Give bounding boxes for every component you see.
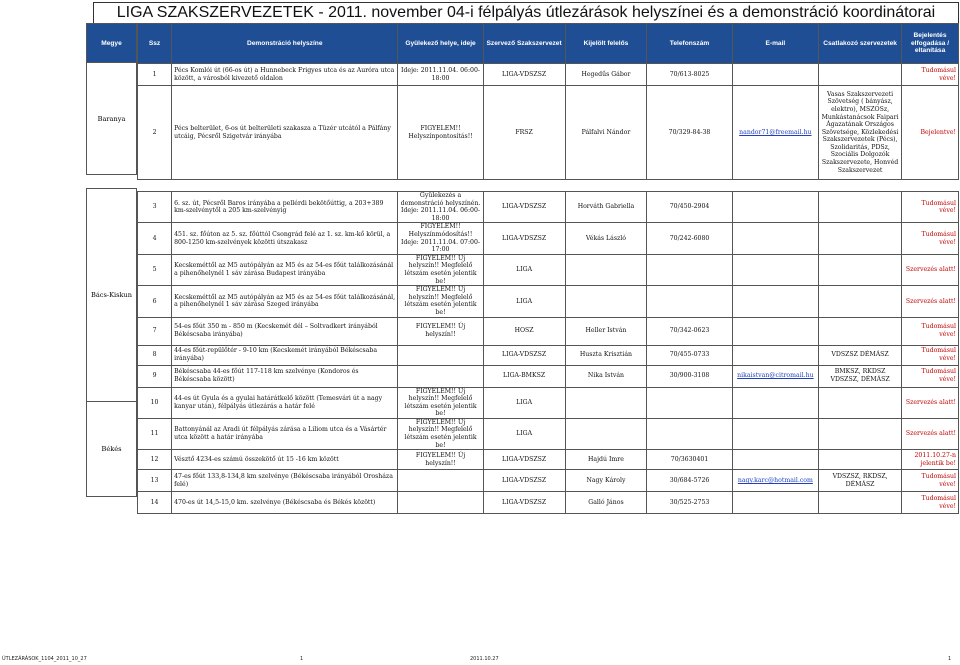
footer-left: ÚTLEZÁRÁSOK_1104_2011_10_27 bbox=[2, 656, 87, 662]
row-telefon bbox=[647, 286, 732, 317]
row-csatlakozo bbox=[819, 387, 902, 418]
row-ssz: 7 bbox=[138, 317, 172, 345]
table-row bbox=[138, 345, 959, 365]
row-email bbox=[732, 450, 818, 470]
row-helyszin: Kecskeméttől az M5 autópályán az M5 és az 54-es főút találkozásánál, a pihenőhelynél 1 sáv zárása Szeged irányába bbox=[172, 286, 398, 317]
row-szervezo: LIGA bbox=[483, 418, 565, 449]
row-telefon bbox=[647, 387, 732, 418]
row-bejelentes: Szervezés alatt! bbox=[902, 254, 959, 285]
row-ssz: 9 bbox=[138, 365, 172, 387]
row-helyszin: 6. sz. út, Pécsről Baros irányába a pellérdi bekötőúttig, a 203+389 km-szelvénytől a 205 km-szelvényig bbox=[172, 192, 398, 223]
row-helyszin: Battonyánál az Aradi út félpályás zárása a Liliom utca és a Vásártér utca között a határ irányába bbox=[172, 418, 398, 449]
row-szervezo: LIGA-VDSZSZ bbox=[483, 492, 565, 514]
row-bejelentes: Szervezés alatt! bbox=[902, 418, 959, 449]
row-helyszin: 451. sz. főúton az 5. sz. főúttól Csongrád felé az 1. sz. km-kő körül, a 800-1250 km-szelvények közötti útszakasz bbox=[172, 223, 398, 254]
row-ssz: 5 bbox=[138, 254, 172, 285]
row-felelos bbox=[565, 418, 647, 449]
row-szervezo: FRSZ bbox=[483, 86, 565, 180]
row-bejelentes: Tudomásul véve! bbox=[902, 317, 959, 345]
row-csatlakozo: BMKSZ, RKDSZ VDSZSZ, DÉMÁSZ bbox=[819, 365, 902, 387]
header-szervezo: Szervező Szakszervezet bbox=[483, 24, 565, 64]
row-helyszin: 44-es út Gyula és a gyulai határátkelő között (Temesvári út a nagy kanyar után), félpályás útlezárás a határ felé bbox=[172, 387, 398, 418]
row-ssz: 8 bbox=[138, 345, 172, 365]
row-csatlakozo bbox=[819, 286, 902, 317]
row-telefon: 70/342-0623 bbox=[647, 317, 732, 345]
row-szervezo: LIGA bbox=[483, 254, 565, 285]
row-email bbox=[732, 492, 818, 514]
row-csatlakozo bbox=[819, 450, 902, 470]
row-email bbox=[732, 418, 818, 449]
row-ssz: 2 bbox=[138, 86, 172, 180]
county-bacs-kiskun: Bács-Kiskun bbox=[86, 188, 137, 402]
row-bejelentes: Tudomásul véve! bbox=[902, 492, 959, 514]
row-gyulekezo: Gyülekezés a demonstráció helyszínén. Ideje: 2011.11.04. 06:00-18:00 bbox=[398, 192, 483, 223]
row-ssz: 11 bbox=[138, 418, 172, 449]
row-gyulekezo bbox=[398, 345, 483, 365]
row-gap-cell bbox=[138, 180, 959, 192]
row-felelos: Hajdú Imre bbox=[565, 450, 647, 470]
row-csatlakozo bbox=[819, 254, 902, 285]
row-csatlakozo: Vasas Szakszervezeti Szövetség ( bányász, elektro), MSZOSz, Munkástanácsok Faipari Ágazatának Országos Szövetsége, Közlekedési Szakszervezetek (Pécs), Szolidaritás, PDSz, Szociális Dolgozók Szakszervezete, Honvéd Szakszervezet bbox=[819, 86, 902, 180]
row-email bbox=[732, 192, 818, 223]
row-telefon: 70/242-6080 bbox=[647, 223, 732, 254]
header-row bbox=[138, 24, 959, 64]
row-ssz: 1 bbox=[138, 64, 172, 86]
row-telefon: 70/329-84-38 bbox=[647, 86, 732, 180]
row-helyszin: 470-es út 14,5-15,0 km. szelvénye (Békéscsaba és Békés között) bbox=[172, 492, 398, 514]
table-row bbox=[138, 365, 959, 387]
page-title: LIGA SZAKSZERVEZETEK - 2011. november 04-i félpályás útlezárások helyszínei és a demonstráció koordinátorai bbox=[93, 2, 959, 23]
row-gap bbox=[138, 180, 959, 192]
row-helyszin: Békéscsaba 44-es főút 117-118 km szelvénye (Kondoros és Békéscsaba között) bbox=[172, 365, 398, 387]
row-email bbox=[732, 286, 818, 317]
row-szervezo: LIGA-VDSZSZ bbox=[483, 470, 565, 492]
row-felelos: Nagy Károly bbox=[565, 470, 647, 492]
row-szervezo: LIGA-BMKSZ bbox=[483, 365, 565, 387]
row-bejelentes: Tudomásul véve! bbox=[902, 470, 959, 492]
row-telefon: 70/455-0733 bbox=[647, 345, 732, 365]
header-bejelentes: Bejelentés elfogadása / eltanítása bbox=[902, 24, 959, 64]
row-bejelentes: Tudomásul véve! bbox=[902, 345, 959, 365]
row-gyulekezo: FIGYELEM!! Helyszínmódosítás!! Ideje: 2011.11.04. 07:00-17:00 bbox=[398, 223, 483, 254]
row-gyulekezo bbox=[398, 470, 483, 492]
row-telefon: 70/3630401 bbox=[647, 450, 732, 470]
row-telefon bbox=[647, 418, 732, 449]
row-gyulekezo: Ideje: 2011.11.04. 06:00-18:00 bbox=[398, 64, 483, 86]
row-gyulekezo: FIGYELEM!! Új helyszín!! Megfelelő létszám esetén jelentik be! bbox=[398, 387, 483, 418]
table-row bbox=[138, 317, 959, 345]
row-szervezo: LIGA-VDSZSZ bbox=[483, 64, 565, 86]
footer-page: 1 bbox=[300, 656, 304, 662]
table-row bbox=[138, 254, 959, 285]
row-bejelentes: Tudomásul véve! bbox=[902, 223, 959, 254]
row-bejelentes: Tudomásul véve! bbox=[902, 192, 959, 223]
row-gyulekezo bbox=[398, 365, 483, 387]
row-telefon: 30/684-5726 bbox=[647, 470, 732, 492]
row-szervezo: LIGA bbox=[483, 387, 565, 418]
row-email bbox=[732, 387, 818, 418]
header-felelos: Kijelölt felelős bbox=[565, 24, 647, 64]
row-telefon: 30/525-2753 bbox=[647, 492, 732, 514]
row-helyszin: Vésztő 4234-es számú összekötő út 15 -16 km között bbox=[172, 450, 398, 470]
row-helyszin: Kecskeméttől az M5 autópályán az M5 és az 54-es főút találkozásánál a pihenőhelynél 1 sáv zárása Budapest irányába bbox=[172, 254, 398, 285]
row-ssz: 3 bbox=[138, 192, 172, 223]
row-ssz: 12 bbox=[138, 450, 172, 470]
row-gyulekezo: FIGYELEM!! Helyszínpontosítás!! bbox=[398, 86, 483, 180]
row-bejelentes: Szervezés alatt! bbox=[902, 286, 959, 317]
row-gyulekezo: FIGYELEM!! Új helyszín!! Megfelelő létszám esetén jelentik be! bbox=[398, 286, 483, 317]
row-email[interactable]: nandor71@freemail.hu bbox=[732, 86, 818, 180]
row-helyszin: Pécs belterület, 6-os út belterületi szakasza a Tüzér utcától a Pálfány utcáig, Pécsről Szigetvár irányába bbox=[172, 86, 398, 180]
row-felelos: Pálfalvi Nándor bbox=[565, 86, 647, 180]
row-email bbox=[732, 64, 818, 86]
row-bejelentes: 2011.10.27-n jelentik be! bbox=[902, 450, 959, 470]
row-gyulekezo bbox=[398, 492, 483, 514]
row-ssz: 13 bbox=[138, 470, 172, 492]
county-bekes: Békés bbox=[86, 401, 137, 497]
row-csatlakozo: VDSZSZ, RKDSZ, DÉMÁSZ bbox=[819, 470, 902, 492]
table-row bbox=[138, 418, 959, 449]
table-row bbox=[138, 86, 959, 180]
table-row bbox=[138, 192, 959, 223]
row-szervezo: LIGA-VDSZSZ bbox=[483, 450, 565, 470]
row-felelos: Vékás László bbox=[565, 223, 647, 254]
table-row bbox=[138, 387, 959, 418]
header-telefon: Telefonszám bbox=[647, 24, 732, 64]
row-szervezo: LIGA-VDSZSZ bbox=[483, 345, 565, 365]
header-ssz: Ssz bbox=[138, 24, 172, 64]
footer-right: 1 bbox=[948, 656, 952, 662]
header-megye: Megye bbox=[86, 23, 137, 63]
row-email bbox=[732, 345, 818, 365]
row-email bbox=[732, 254, 818, 285]
row-felelos: Horváth Gabriella bbox=[565, 192, 647, 223]
row-felelos: Hegedűs Gábor bbox=[565, 64, 647, 86]
row-szervezo: LIGA-VDSZSZ bbox=[483, 223, 565, 254]
row-email bbox=[732, 317, 818, 345]
row-felelos bbox=[565, 286, 647, 317]
row-csatlakozo bbox=[819, 317, 902, 345]
row-csatlakozo bbox=[819, 223, 902, 254]
row-felelos bbox=[565, 387, 647, 418]
row-email[interactable]: nagy.karc@hotmail.com bbox=[732, 470, 818, 492]
row-helyszin: Pécs Komlói út (66-os út) a Hunnebeck Frigyes utca és az Auróra utca között, a városból kivezető oldalon bbox=[172, 64, 398, 86]
row-szervezo: HOSZ bbox=[483, 317, 565, 345]
table-row bbox=[138, 286, 959, 317]
table-row bbox=[138, 223, 959, 254]
row-csatlakozo: VDSZSZ DÉMÁSZ bbox=[819, 345, 902, 365]
row-ssz: 14 bbox=[138, 492, 172, 514]
table-row bbox=[138, 470, 959, 492]
table-row bbox=[138, 450, 959, 470]
table-row bbox=[138, 64, 959, 86]
row-felelos: Nika István bbox=[565, 365, 647, 387]
table-row bbox=[138, 492, 959, 514]
row-telefon: 70/613-8025 bbox=[647, 64, 732, 86]
demonstration-table bbox=[137, 23, 959, 514]
row-bejelentes: Tudomásul véve! bbox=[902, 365, 959, 387]
row-telefon: 70/450-2904 bbox=[647, 192, 732, 223]
header-helyszin: Demonstráció helyszíne bbox=[172, 24, 398, 64]
row-gyulekezo: FIGYELEM!! Új helyszín!! bbox=[398, 450, 483, 470]
row-ssz: 10 bbox=[138, 387, 172, 418]
row-felelos bbox=[565, 254, 647, 285]
row-csatlakozo bbox=[819, 492, 902, 514]
row-email bbox=[732, 223, 818, 254]
row-telefon bbox=[647, 254, 732, 285]
row-szervezo: LIGA bbox=[483, 286, 565, 317]
row-bejelentes: Szervezés alatt! bbox=[902, 387, 959, 418]
header-csatlakozo: Csatlakozó szervezetek bbox=[819, 24, 902, 64]
row-email[interactable]: nikaistvan@citromail.hu bbox=[732, 365, 818, 387]
header-gyulekezo: Gyülekező helye, ideje bbox=[398, 24, 483, 64]
row-felelos: Heller István bbox=[565, 317, 647, 345]
row-felelos: Galló János bbox=[565, 492, 647, 514]
row-helyszin: 47-es főút 133,8-134,8 km szelvénye (Békéscsaba irányából Orosháza felé) bbox=[172, 470, 398, 492]
row-felelos: Huszta Krisztián bbox=[565, 345, 647, 365]
row-bejelentes: Bejelentve! bbox=[902, 86, 959, 180]
row-helyszin: 54-es főút 350 m - 850 m (Kecskemét dél – Soltvadkert irányából Békéscsaba irányába) bbox=[172, 317, 398, 345]
row-helyszin: 44-es főút-repülőtér - 9-10 km (Kecskemét irányából Békéscsaba irányába) bbox=[172, 345, 398, 365]
row-telefon: 30/900-3108 bbox=[647, 365, 732, 387]
row-gyulekezo: FIGYELEM!! Új helyszín!! Megfelelő létszám esetén jelentik be! bbox=[398, 254, 483, 285]
row-csatlakozo bbox=[819, 192, 902, 223]
row-csatlakozo bbox=[819, 418, 902, 449]
header-email: E-mail bbox=[732, 24, 818, 64]
row-szervezo: LIGA-VDSZSZ bbox=[483, 192, 565, 223]
row-ssz: 4 bbox=[138, 223, 172, 254]
row-gyulekezo: FIGYELEM!! Új helyszín!! bbox=[398, 317, 483, 345]
footer-date: 2011.10.27 bbox=[470, 656, 499, 662]
row-gyulekezo: FIGYELEM!! Új helyszín!! Megfelelő létszám esetén jelentik be! bbox=[398, 418, 483, 449]
row-bejelentes: Tudomásul véve! bbox=[902, 64, 959, 86]
row-ssz: 6 bbox=[138, 286, 172, 317]
row-csatlakozo bbox=[819, 64, 902, 86]
county-baranya: Baranya bbox=[86, 62, 137, 175]
